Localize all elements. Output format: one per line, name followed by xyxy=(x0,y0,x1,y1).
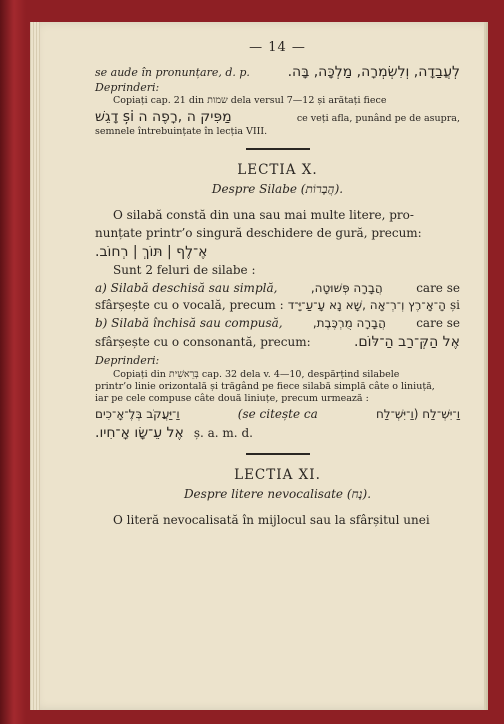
syllable-b-tail: care se xyxy=(416,315,460,330)
exercise-2-tail: ș. a. m. d. xyxy=(193,426,253,441)
section-divider-2 xyxy=(246,453,310,455)
lectia-x-p2: Sunt 2 feluri de silabe : xyxy=(113,263,256,278)
syllable-a2-hebrew: הָ־אָ־רֶץ וְ־רְ־אָה ,שָׁא נָא עָ־עַ־יָּ־ד xyxy=(287,298,446,313)
syllable-a-hebrew: הֲבָרָה פְּשׁוּטָה, xyxy=(310,280,383,295)
lectia-x-p1-line2: nunțate printr’o singură deschidere de gură, precum: xyxy=(95,225,422,240)
syllable-b2-text: sfârșește cu o consonantă, precum: xyxy=(95,335,311,350)
syllable-a2-tail: și xyxy=(450,298,460,313)
intro-hebrew: לְעֲבַדָה, וְלִשְׂמְרָה, מַלְכָּה, בָּה. xyxy=(287,63,460,80)
exercise-2-hebrew-line-1 xyxy=(95,406,460,423)
lectia-x-subtitle: Despre Silabe (הֲבָרוֹת). xyxy=(211,181,344,196)
lectia-xi-subtitle: Despre litere nevocalisate (נָח). xyxy=(183,486,372,501)
exercise-2-line-1: Copiați din בְּרֵאשִׁית cap. 32 dela v. 4—10, despărțind silabele xyxy=(113,368,400,380)
syllable-a-label: a) Silabă deschisă sau simplă, xyxy=(95,280,278,295)
page-stack-edge xyxy=(30,22,40,710)
syllable-b-hebrew: הֲבָרָה מֻרְכֶּבֶת, xyxy=(312,315,386,330)
exercise-2-hebrew-right: וַ־יַּעֲקֹב בְּלֶ־אָ־כִים xyxy=(95,406,180,421)
intro-text: se aude în pronunțare, d. p. xyxy=(95,65,250,79)
exercise-2-line-2: printr’o linie orizontală și trăgând pe fiece silabă simplă câte o liniuță, xyxy=(95,380,435,392)
exercise-2-line-3: iar pe cele compuse câte două liniuțe, precum urmează : xyxy=(95,393,369,405)
exercise-1-line-3: semnele întrebuințate în lecția VIII. xyxy=(95,125,268,137)
exercise-2-mid: (se citește ca xyxy=(237,406,318,421)
exercise-2-hebrew-left: וַ־יִּשְׁ־לַח (וַ־יִּשְׁ־לַח xyxy=(375,406,460,421)
exercise-2-hebrew-line-2 xyxy=(95,423,460,443)
page-content xyxy=(95,40,460,530)
syllable-b-label: b) Silabă închisă sau compusă, xyxy=(95,315,283,330)
syllable-b-line xyxy=(95,315,460,332)
deprinderi-heading-1: Deprinderi: xyxy=(95,81,160,95)
page-number: — 14 — xyxy=(249,40,306,55)
syllable-b2-hebrew: אֶל הַקְּ־רַב הַ־לּוֹם. xyxy=(353,334,460,351)
intro-line-1 xyxy=(95,63,460,81)
syllable-a-tail: care se xyxy=(416,280,460,295)
syllable-a2-line xyxy=(95,297,460,314)
lectia-xi-p1: O literă nevocalisată în mijlocul sau la sfârșitul unei xyxy=(113,513,430,528)
lectia-x-p1-hebrew: אֶ־לֶף | תּוֹךְ | רְחוֹב. xyxy=(95,244,208,261)
syllable-a2-text: sfârșește cu o vocală, precum : xyxy=(95,298,284,313)
section-divider xyxy=(246,148,310,150)
exercise-2-hebrew-2: אֶל עֵ־שָׂו אָ־חִיו. xyxy=(95,425,184,442)
exercise-1-tail: ce veți afla, punând pe de asupra, xyxy=(296,112,460,124)
exercise-1-hebrew: מַפִּיק ה ,רָפֶה ה și דָגֵשׁ xyxy=(95,108,232,125)
lectia-x-p1-line1: O silabă constă din una sau mai multe litere, pro- xyxy=(113,208,414,223)
syllable-a-line xyxy=(95,280,460,297)
syllable-b2-line xyxy=(95,332,460,352)
lectia-xi-title: LECTIA XI. xyxy=(234,467,321,484)
exercise-1-line-1: Copiați cap. 21 din שמות dela versul 7—12 și arătați fiece xyxy=(113,95,387,107)
deprinderi-heading-2: Deprinderi: xyxy=(95,354,160,368)
exercise-1-line-2 xyxy=(95,108,460,126)
lectia-x-title: LECTIA X. xyxy=(237,162,318,179)
